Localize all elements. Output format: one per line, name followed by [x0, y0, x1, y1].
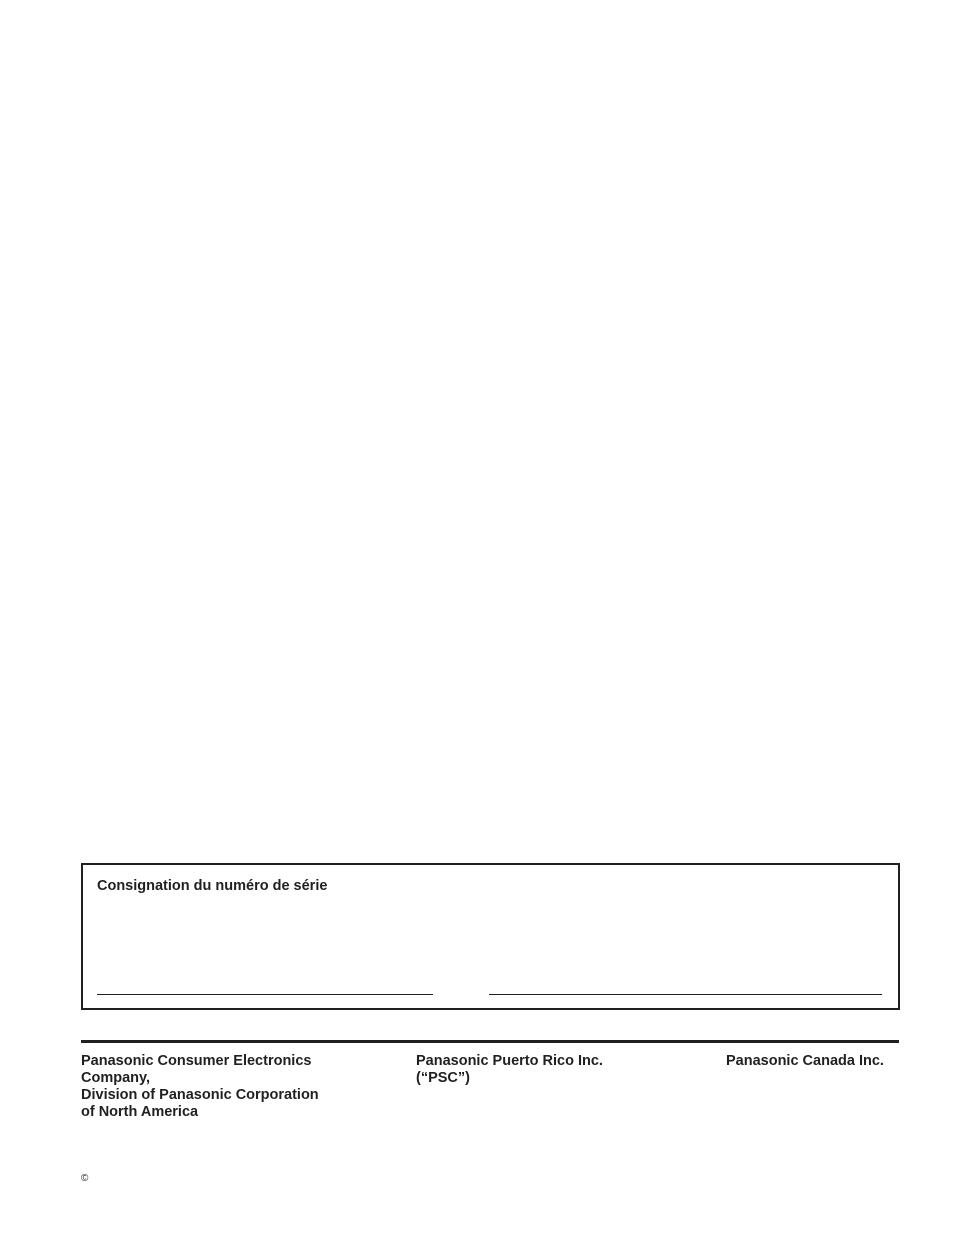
- serial-number-record-box: [81, 863, 900, 1010]
- serial-entry-line-left: [97, 994, 433, 995]
- company-block-consumer-electronics: [81, 1053, 319, 1121]
- company-line: Panasonic Consumer Electronics: [81, 1053, 312, 1069]
- company-line: of North America: [81, 1104, 199, 1120]
- company-line: (“PSC”): [416, 1070, 470, 1086]
- serial-record-title: Consignation du numéro de série: [97, 878, 328, 894]
- company-line: Panasonic Canada Inc.: [726, 1053, 884, 1069]
- company-line: Division of Panasonic Corporation: [81, 1087, 319, 1103]
- serial-entry-line-right: [489, 994, 882, 995]
- company-line: Company,: [81, 1070, 151, 1086]
- copyright-symbol: ©: [81, 1173, 89, 1184]
- company-block-canada: [726, 1053, 884, 1070]
- footer-divider: [81, 1040, 899, 1043]
- company-block-puerto-rico: [416, 1053, 603, 1087]
- company-line: Panasonic Puerto Rico Inc.: [416, 1053, 603, 1069]
